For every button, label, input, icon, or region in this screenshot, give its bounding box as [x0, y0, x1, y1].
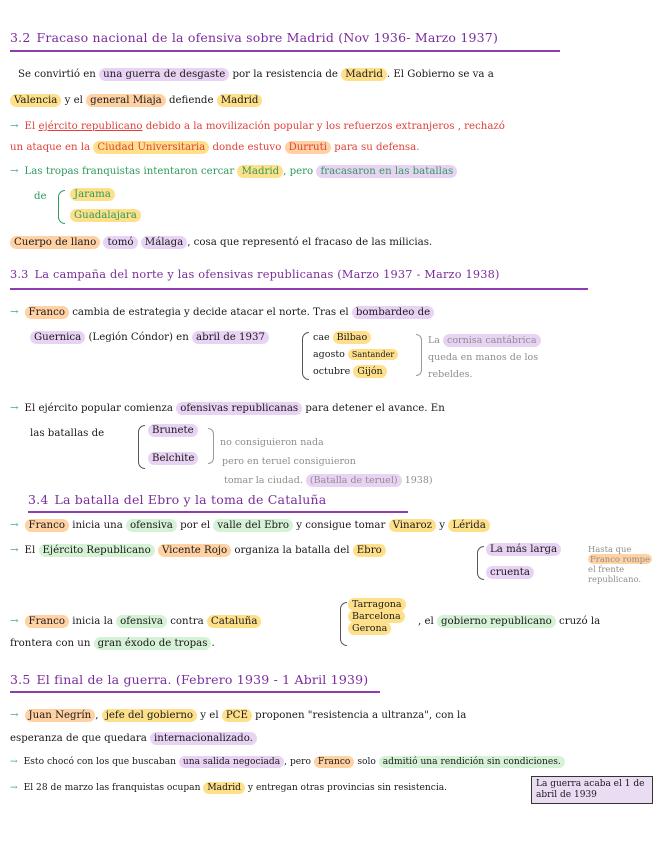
text: proponen [255, 710, 305, 721]
highlight: Madrid [237, 165, 283, 178]
text: octubre [313, 366, 351, 377]
highlight: Franco rompe [590, 554, 650, 564]
text: esperanza de que quedara [10, 733, 147, 744]
section-number: 3.4 [28, 492, 49, 507]
highlight: Ejército Republicano [39, 544, 155, 557]
city-list [348, 599, 406, 635]
highlight: Vicente Rojo [158, 544, 231, 557]
text: . El Gobierno se va a [386, 69, 494, 80]
text: el frente [588, 564, 625, 574]
highlight: PCE [222, 709, 252, 722]
highlight: Vinaroz [389, 519, 436, 532]
text: y el [200, 710, 219, 721]
highlight: Ebro [353, 544, 386, 557]
text-line [486, 543, 561, 557]
highlight: Madrid [203, 782, 245, 794]
text: cae [313, 332, 330, 343]
highlight: cornisa cantábrica [443, 334, 541, 347]
text: Hasta que [588, 544, 632, 554]
text: para detener el avance. En [305, 403, 445, 414]
text-line [486, 566, 534, 580]
text: , [95, 710, 99, 721]
highlight: Bilbao [333, 331, 372, 344]
conclusion-box [531, 776, 653, 804]
text: , con la [428, 710, 467, 721]
text: ejército republicano [38, 121, 143, 132]
heading-underline [10, 50, 560, 52]
text: debido a la movilización popular y los refuerzos extranjeros , rechazó [145, 121, 505, 132]
text: cambia de estrategia y decide atacar el norte. Tras el [72, 307, 349, 318]
text: 1938) [404, 475, 433, 486]
highlight: La más larga [486, 543, 561, 556]
text: frontera con un [10, 638, 91, 649]
text-line [10, 236, 432, 250]
text: "resistencia a ultranza" [307, 710, 429, 721]
arrow-right-icon: → [10, 757, 18, 767]
highlight: Guadalajara [70, 209, 141, 222]
highlight: Gijón [353, 365, 386, 378]
text: La guerra acaba el 1 de abril de 1939 [536, 779, 645, 800]
highlight: Franco [25, 306, 69, 319]
text: y el [64, 95, 83, 106]
text-line [418, 615, 600, 629]
bracket [138, 425, 145, 469]
highlight: bombardeo de [352, 306, 434, 319]
arrow-right-icon: → [10, 166, 19, 177]
highlight: gobierno republicano [437, 615, 556, 628]
highlight: Jarama [70, 188, 115, 201]
text: tomar la ciudad. [224, 475, 303, 486]
text-line [220, 436, 324, 450]
text: Se convirtió en [18, 69, 96, 80]
heading-underline [10, 691, 380, 693]
heading-underline [28, 511, 408, 513]
bracket [477, 546, 484, 580]
highlight: (Batalla de teruel) [306, 474, 402, 487]
highlight: jefe del gobierno [102, 709, 197, 722]
heading-underline [10, 288, 588, 290]
text: solo [357, 757, 376, 767]
bracket [416, 334, 422, 376]
text-line [10, 402, 445, 416]
text: (Legión Cóndor) en [88, 332, 189, 343]
text-line [10, 519, 490, 533]
highlight: Madrid [217, 94, 263, 107]
text: y [439, 520, 446, 531]
text: y entregan otras provincias sin resistencia. [247, 783, 448, 793]
section-title: El final de la guerra. (Febrero 1939 - 1 Abril 1939) [36, 672, 369, 687]
text-line [428, 351, 538, 365]
highlight: Santander [348, 349, 398, 360]
text-line [70, 188, 115, 202]
text-line [10, 755, 565, 769]
text: , pero [283, 166, 314, 177]
text: organiza la batalla del [234, 545, 350, 556]
highlight: Lérida [448, 519, 490, 532]
text: pero en teruel consiguieron [222, 456, 356, 467]
highlight: Belchite [148, 452, 198, 465]
highlight: Cataluña [207, 615, 262, 628]
text: cruzó la [559, 616, 601, 627]
highlight: Cuerpo de llano [10, 236, 100, 249]
highlight: Tarragona [348, 598, 406, 611]
text-line [30, 427, 104, 441]
text-line [148, 424, 198, 438]
text-line [10, 141, 419, 155]
arrow-right-icon: → [10, 783, 18, 793]
bracket [58, 190, 65, 224]
text: inicia una [72, 520, 123, 531]
text-line [148, 452, 198, 466]
text: donde estuvo [212, 142, 282, 153]
text-line [10, 94, 262, 108]
text-line [313, 331, 371, 345]
highlight: valle del Ebro [213, 519, 293, 532]
text-line [428, 334, 541, 348]
highlight: general Miaja [86, 94, 166, 107]
highlight: Valencia [10, 94, 61, 107]
highlight: admitió una rendición sin condiciones. [379, 756, 565, 768]
highlight: tomó [103, 236, 137, 249]
text-line [10, 120, 505, 134]
section-heading-3-4 [28, 492, 326, 507]
text: no consiguieron nada [220, 437, 324, 448]
text-line [34, 190, 47, 204]
text-line [10, 306, 434, 320]
text: agosto [313, 349, 345, 360]
text-line [10, 165, 457, 179]
highlight: una guerra de desgaste [99, 68, 229, 81]
section-heading-3-3 [10, 268, 500, 281]
highlight: Franco [314, 756, 355, 768]
text-line [222, 455, 356, 469]
highlight: Madrid [341, 68, 387, 81]
highlight: Juan Negrín [25, 709, 96, 722]
highlight: Barcelona [348, 610, 405, 623]
text-line [10, 732, 257, 746]
highlight: fracasaron en las batallas [316, 165, 457, 178]
highlight: internacionalizado. [150, 732, 257, 745]
text: rebeldes. [428, 369, 473, 380]
text: defiende [169, 95, 214, 106]
highlight: ofensiva [126, 519, 177, 532]
highlight: Durruti [285, 141, 331, 154]
highlight: Ciudad Universitaria [93, 141, 209, 154]
section-title: La campaña del norte y las ofensivas republicanas (Marzo 1937 - Marzo 1938) [34, 268, 500, 281]
arrow-right-icon: → [10, 403, 19, 414]
text-line [10, 637, 215, 651]
section-title: La batalla del Ebro y la toma de Cataluña [54, 492, 327, 507]
text: El [24, 545, 36, 556]
text: para su defensa. [334, 142, 420, 153]
section-number: 3.3 [10, 268, 29, 281]
text: de [34, 191, 47, 202]
text-line [10, 544, 386, 558]
text: , cosa que representó el fracaso de las milicias. [187, 237, 433, 248]
text-line [428, 368, 473, 382]
text: , pero [284, 757, 311, 767]
highlight: gran éxodo de tropas [94, 637, 212, 650]
text: Esto chocó con los que buscaban [23, 757, 176, 767]
text-line [30, 331, 269, 345]
text: . [211, 638, 215, 649]
text-line [70, 209, 141, 223]
arrow-right-icon: → [10, 710, 19, 721]
text-line [10, 615, 261, 629]
text: Las tropas franquistas intentaron cercar [24, 166, 235, 177]
arrow-right-icon: → [10, 545, 19, 556]
text: , el [418, 616, 434, 627]
text: queda en manos de los [428, 352, 539, 363]
side-note [588, 544, 652, 584]
text: por la resistencia de [232, 69, 338, 80]
highlight: abril de 1937 [192, 331, 269, 344]
section-title: Fracaso nacional de la ofensiva sobre Madrid (Nov 1936- Marzo 1937) [36, 30, 499, 45]
arrow-right-icon: → [10, 520, 19, 531]
text: El 28 de marzo las franquistas ocupan [23, 783, 201, 793]
arrow-right-icon: → [10, 307, 19, 318]
highlight: cruenta [486, 566, 534, 579]
text: La [428, 335, 440, 346]
text-line [10, 709, 466, 723]
highlight: Gerona [348, 622, 391, 635]
arrow-right-icon: → [10, 616, 19, 627]
text: y consigue tomar [296, 520, 386, 531]
text-line [18, 68, 494, 82]
text-line [224, 474, 433, 488]
bracket [340, 602, 347, 646]
section-number: 3.2 [10, 30, 31, 45]
text: un ataque en la [10, 142, 91, 153]
highlight: ofensivas republicanas [176, 402, 302, 415]
text-line [313, 348, 398, 362]
section-number: 3.5 [10, 672, 31, 687]
highlight: Brunete [148, 424, 198, 437]
text: El ejército popular comienza [24, 403, 173, 414]
highlight: Franco [25, 519, 69, 532]
text: contra [170, 616, 204, 627]
text-line [10, 781, 447, 795]
text: las batallas de [30, 428, 105, 439]
section-heading-3-2 [10, 30, 498, 45]
highlight: Málaga [141, 236, 187, 249]
highlight: ofensiva [116, 615, 167, 628]
text-line [313, 365, 387, 379]
section-heading-3-5 [10, 672, 368, 687]
highlight: una salida negociada [179, 756, 284, 768]
highlight: Guernica [30, 331, 85, 344]
text: inicia la [72, 616, 113, 627]
bracket [208, 428, 214, 464]
highlight: Franco [25, 615, 69, 628]
bracket [302, 332, 309, 380]
text: El [24, 121, 36, 132]
text: por el [180, 520, 211, 531]
text: republicano. [588, 574, 642, 584]
arrow-right-icon: → [10, 121, 19, 132]
